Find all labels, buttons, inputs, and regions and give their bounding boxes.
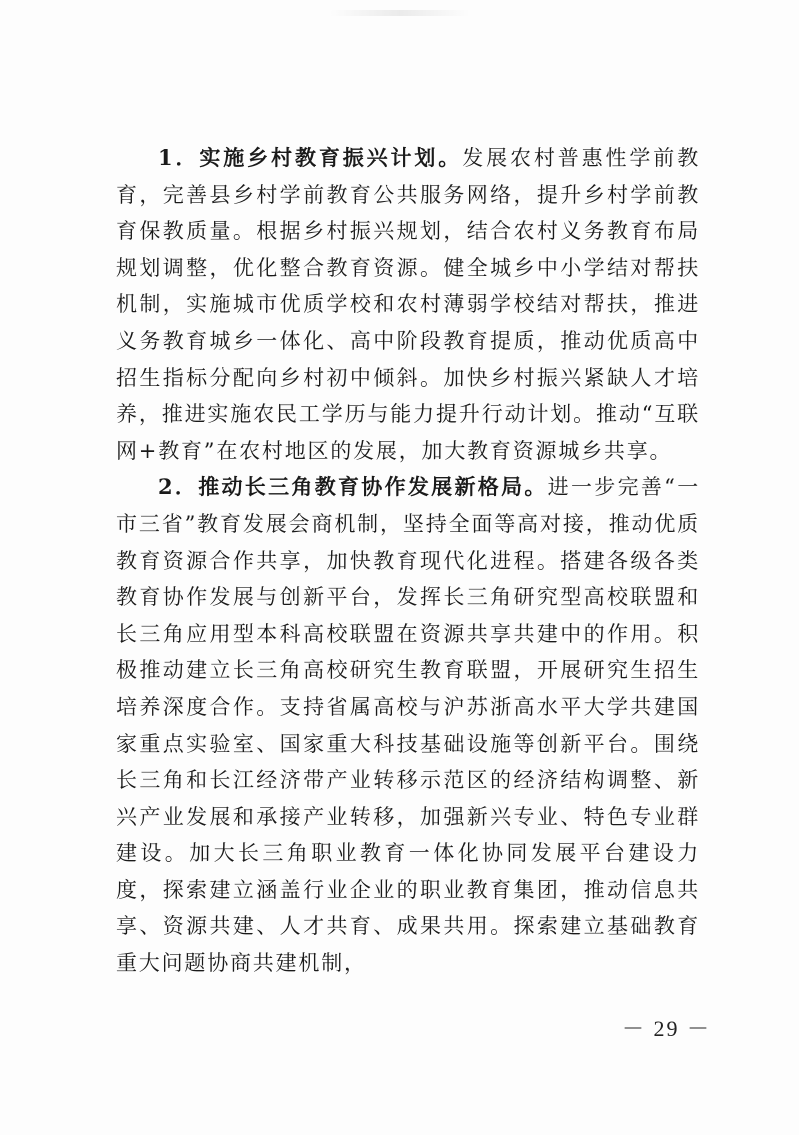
paragraph-heading: 1．实施乡村教育振兴计划。: [158, 145, 463, 170]
page-number: － 29 －: [622, 1016, 712, 1041]
paragraph-heading: 2．推动长三角教育协作发展新格局。: [158, 474, 548, 500]
body-text: [116, 140, 700, 982]
paragraph-body: 进一步完善“一市三省”教育发展会商机制，坚持全面等高对接，推动优质教育资源合作共享，加快教育现代化进程。搭建各级各类教育协作发展与创新平台，发挥长三角研究型高校联盟和长三角应用型本科高校联盟在资源共享共建中的作用。积极推动建立长三角高校研究生教育联盟，开展研究生招生培养深度合作。支持省属高校与沪苏浙高水平大学共建国家重点实验室、国家重大科技基础设施等创新平台。围绕长三角和长江经济带产业转移示范区的经济结构调整、新兴产业发展和承接产业转移，加强新兴专业、特色专业群建设。加大长三角职业教育一体化协同发展平台建设力度，探索建立涵盖行业企业的职业教育集团，推动信息共享、资源共建、人才共育、成果共用。探索建立基础教育重大问题协商共建机制，: [116, 475, 700, 976]
paragraph-body: 发展农村普惠性学前教育，完善县乡村学前教育公共服务网络，提升乡村学前教育保教质量。根据乡村振兴规划，结合农村义务教育布局规划调整，优化整合教育资源。健全城乡中小学结对帮扶机制，实施城市优质学校和农村薄弱学校结对帮扶，推进义务教育城乡一体化、高中阶段教育提质，推动优质高中招生指标分配向乡村初中倾斜。加快乡村振兴紧缺人才培养，推进实施农民工学历与能力提升行动计划。推动“互联网+教育”在农村地区的发展，加大教育资源城乡共享。: [116, 146, 700, 463]
scan-artifact: [330, 10, 470, 16]
paragraph-yangtze-delta: [116, 469, 700, 981]
paragraph-rural-education: [116, 140, 700, 469]
